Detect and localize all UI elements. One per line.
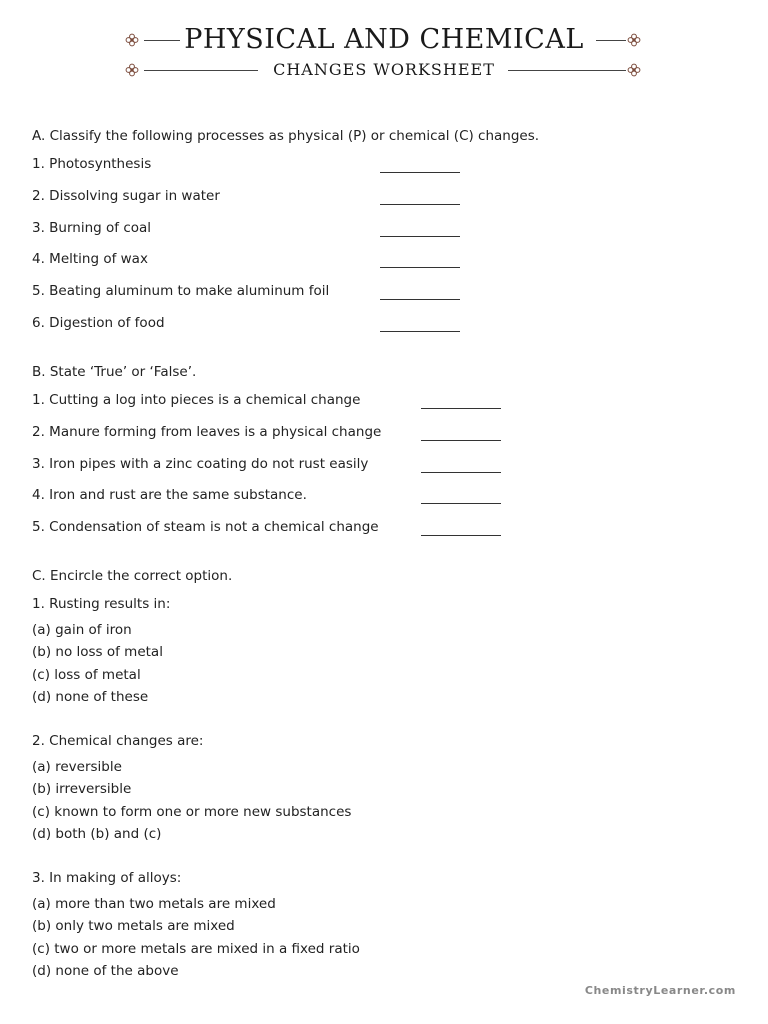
- section-a-item: 2. Dissolving sugar in water: [32, 188, 220, 204]
- option-text[interactable]: (a) reversible: [32, 759, 122, 775]
- option-text[interactable]: (b) no loss of metal: [32, 644, 163, 660]
- answer-blank[interactable]: [380, 299, 460, 300]
- section-a-heading: A. Classify the following processes as physical (P) or chemical (C) changes.: [32, 128, 540, 144]
- option-text[interactable]: (d) none of these: [32, 689, 149, 705]
- option-text[interactable]: (a) more than two metals are mixed: [32, 896, 276, 912]
- header-rule-left-top: [144, 40, 180, 41]
- section-b-item: 3. Iron pipes with a zinc coating do not rust easily: [32, 456, 369, 472]
- answer-blank[interactable]: [421, 535, 501, 536]
- answer-blank[interactable]: [380, 204, 460, 205]
- answer-blank[interactable]: [380, 236, 460, 237]
- answer-blank[interactable]: [380, 172, 460, 173]
- option-text[interactable]: (c) known to form one or more new substances: [32, 804, 352, 820]
- section-b-item: 2. Manure forming from leaves is a physical change: [32, 424, 382, 440]
- answer-blank[interactable]: [421, 440, 501, 441]
- option-text[interactable]: (d) none of the above: [32, 963, 179, 979]
- flower-ornament-icon: [125, 63, 139, 77]
- section-b-item: 5. Condensation of steam is not a chemical change: [32, 519, 379, 535]
- answer-blank[interactable]: [421, 503, 501, 504]
- header-rule-right-top: [596, 40, 626, 41]
- answer-blank[interactable]: [421, 408, 501, 409]
- worksheet-subtitle: CHANGES WORKSHEET: [273, 60, 495, 79]
- question-text: 2. Chemical changes are:: [32, 733, 204, 749]
- site-watermark: ChemistryLearner.com: [584, 984, 736, 997]
- header-rule-left-bottom: [144, 70, 258, 71]
- answer-blank[interactable]: [421, 472, 501, 473]
- option-text[interactable]: (b) irreversible: [32, 781, 132, 797]
- header-rule-right-bottom: [508, 70, 626, 71]
- flower-ornament-icon: [627, 63, 641, 77]
- option-text[interactable]: (a) gain of iron: [32, 622, 132, 638]
- option-text[interactable]: (c) two or more metals are mixed in a fixed ratio: [32, 941, 360, 957]
- section-a-item: 6. Digestion of food: [32, 315, 165, 331]
- section-b-heading: B. State ‘True’ or ‘False’.: [32, 364, 197, 380]
- section-a-item: 4. Melting of wax: [32, 251, 148, 267]
- answer-blank[interactable]: [380, 267, 460, 268]
- section-b-item: 1. Cutting a log into pieces is a chemical change: [32, 392, 361, 408]
- option-text[interactable]: (c) loss of metal: [32, 667, 141, 683]
- worksheet-title: PHYSICAL AND CHEMICAL: [184, 24, 584, 55]
- question-text: 3. In making of alloys:: [32, 870, 182, 886]
- flower-ornament-icon: [627, 33, 641, 47]
- question-text: 1. Rusting results in:: [32, 596, 171, 612]
- answer-blank[interactable]: [380, 331, 460, 332]
- section-a-item: 5. Beating aluminum to make aluminum foil: [32, 283, 330, 299]
- section-a-item: 1. Photosynthesis: [32, 156, 152, 172]
- section-a-item: 3. Burning of coal: [32, 220, 152, 236]
- section-c-heading: C. Encircle the correct option.: [32, 568, 233, 584]
- flower-ornament-icon: [125, 33, 139, 47]
- option-text[interactable]: (b) only two metals are mixed: [32, 918, 235, 934]
- section-b-item: 4. Iron and rust are the same substance.: [32, 487, 307, 503]
- option-text[interactable]: (d) both (b) and (c): [32, 826, 162, 842]
